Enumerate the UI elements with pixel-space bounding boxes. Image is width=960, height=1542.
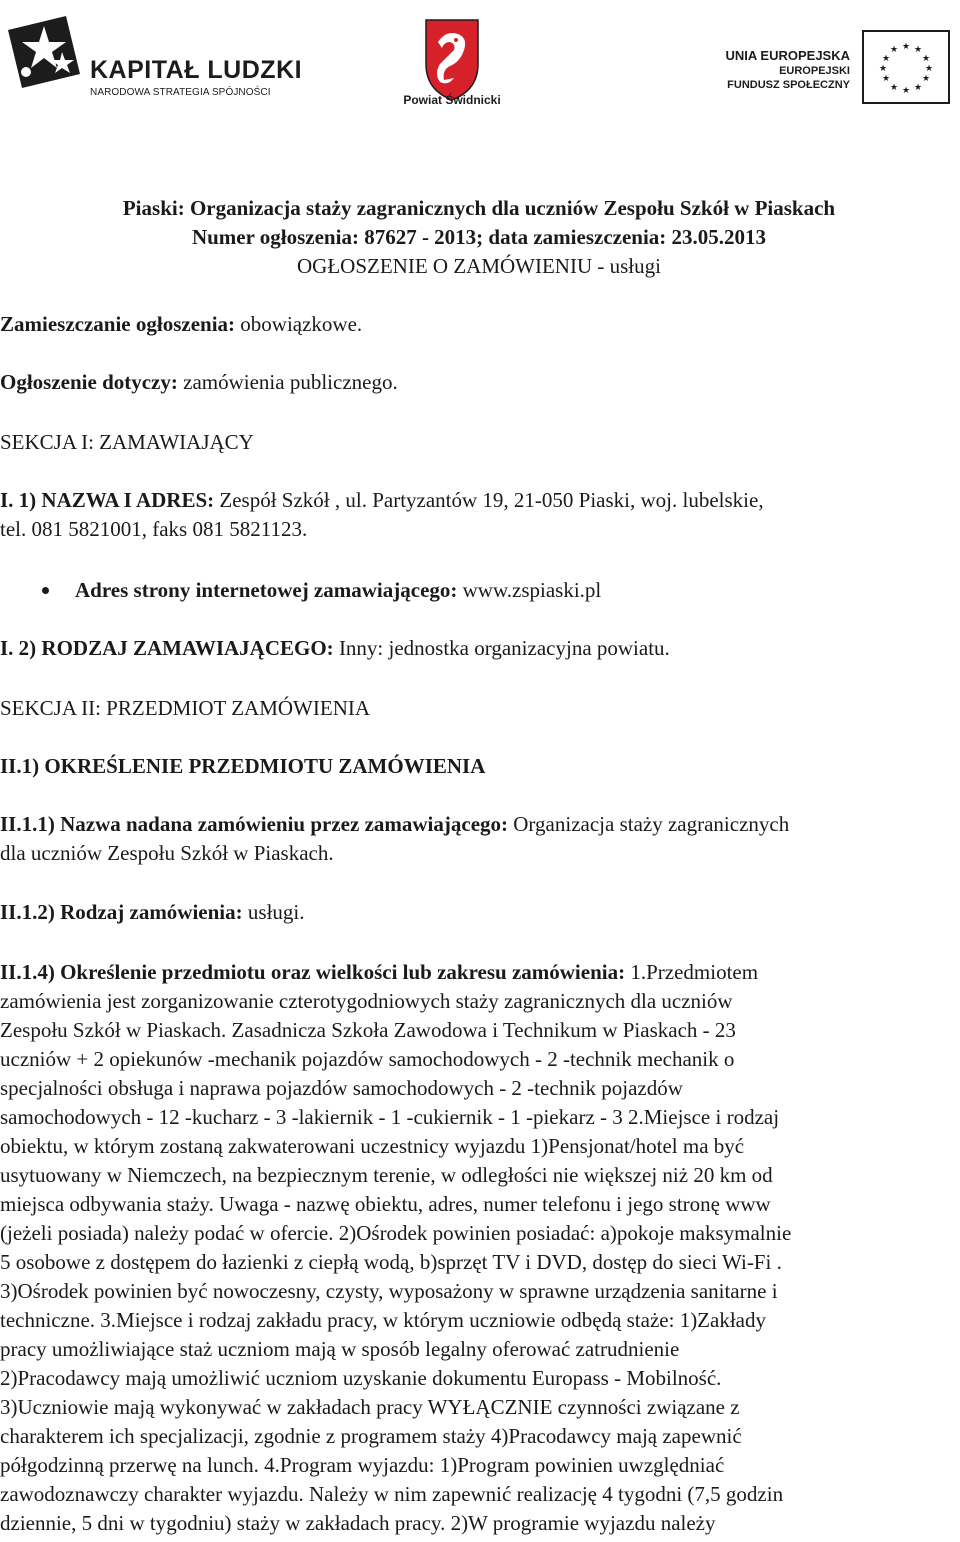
- i2-row: [0, 634, 958, 663]
- ue-line1: UNIA EUROPEJSKA: [725, 48, 850, 63]
- ii14-line-3: uczniów + 2 opiekunów -mechanik pojazdów samochodowych - 2 -technik mechanik o: [0, 1047, 735, 1071]
- kapital-ludzki-emblem-icon: [4, 12, 84, 92]
- ii14-line-11: 3)Ośrodek powinien być nowoczesny, czysty, wyposażony w sprawne urządzenia sanitarne i: [0, 1279, 778, 1303]
- ii1-heading: II.1) OKREŚLENIE PRZEDMIOTU ZAMÓWIENIA: [0, 754, 486, 778]
- sekcja2-heading: SEKCJA II: PRZEDMIOT ZAMÓWIENIA: [0, 696, 371, 720]
- svg-text:★: ★: [889, 45, 899, 55]
- ii12-label: II.1.2) Rodzaj zamówienia:: [0, 900, 243, 924]
- svg-text:★: ★: [901, 42, 911, 52]
- ue-label: [726, 48, 850, 92]
- i1-line2: tel. 081 5821001, faks 081 5821123.: [0, 517, 308, 541]
- ii11-line1: Organizacja staży zagranicznych: [508, 812, 790, 836]
- ii14-label: II.1.4) Określenie przedmiotu oraz wielkości lub zakresu zamówienia:: [0, 960, 626, 984]
- title-line2: Numer ogłoszenia: 87627 - 2013; data zamieszczenia: 23.05.2013: [191, 225, 767, 249]
- kapital-ludzki-subtitle: NARODOWA STRATEGIA SPÓJNOŚCI: [90, 87, 271, 98]
- svg-text:★: ★: [921, 74, 931, 84]
- ii14-line-16: charakterem ich specjalizacji, zgodnie z programem staży 4)Pracodawcy mają zapewnić: [0, 1424, 742, 1448]
- ii14-line-9: (jeżeli posiada) należy podać w ofercie. 2)Ośrodek powinien posiadać: a)pokoje maksymalnie: [0, 1221, 792, 1245]
- i1-label: I. 1) NAZWA I ADRES:: [0, 488, 215, 512]
- ii14-block: [0, 958, 958, 1538]
- ue-line3: FUNDUSZ SPOŁECZNY: [727, 79, 850, 91]
- svg-text:★: ★: [881, 54, 891, 64]
- ii14-line-18: zawodoznawczy charakter wyjazdu. Należy w nim zapewnić realizację 4 tygodni (7,5 godzin: [0, 1482, 784, 1506]
- ii12-row: [0, 898, 958, 927]
- ii14-line-2: Zespołu Szkół w Piaskach. Zasadnicza Szkoła Zawodowa i Technikum w Piaskach - 23: [0, 1018, 736, 1042]
- ii14-line-14: 2)Pracodawcy mają umożliwić uczniom uzyskanie dokumentu Europass - Mobilność.: [0, 1366, 722, 1390]
- ii14-line-4: specjalności obsługa i naprawa pojazdów samochodowych - 2 -technik pojazdów: [0, 1076, 683, 1100]
- ii14-line-13: pracy umożliwiające staż uczniom mają w sposób legalny oferować zatrudnienie: [0, 1337, 680, 1361]
- ii14-line-15: 3)Uczniowie mają wykonywać w zakładach pracy WYŁĄCZNIE czynności związane z: [0, 1395, 740, 1419]
- ii11-block: [0, 810, 958, 868]
- i1-block: [0, 486, 958, 544]
- eu-flag-icon: [862, 30, 950, 104]
- kapital-ludzki-logo: [4, 12, 303, 102]
- kapital-ludzki-title: KAPITAŁ LUDZKI: [90, 56, 303, 84]
- i2-value: Inny: jednostka organizacyjna powiatu.: [333, 636, 670, 660]
- zamieszczanie-row: [0, 310, 958, 339]
- svg-text:★: ★: [921, 54, 931, 64]
- svg-text:★: ★: [889, 83, 899, 93]
- ii11-line2: dla uczniów Zespołu Szkół w Piaskach.: [0, 841, 334, 865]
- header-logos: [0, 0, 960, 120]
- title-line1: Piaski: Organizacja staży zagranicznych dla uczniów Zespołu Szkół w Piaskach: [122, 196, 836, 220]
- notice-title: [0, 194, 958, 281]
- dotyczy-label: Ogłoszenie dotyczy:: [0, 370, 178, 394]
- ii14-line-12: techniczne. 3.Miejsce i rodzaj zakładu pracy, w którym uczniowie odbędą staże: 1)Zakłady: [0, 1308, 766, 1332]
- ii14-line-19: dziennie, 5 dni w tygodniu) staży w zakładach pracy. 2)W programie wyjazdu należy: [0, 1511, 716, 1535]
- bullet-icon: [42, 587, 49, 594]
- svg-text:★: ★: [901, 86, 911, 96]
- title-line3: OGŁOSZENIE O ZAMÓWIENIU - usługi: [297, 254, 661, 278]
- ii11-label: II.1.1) Nazwa nadana zamówieniu przez zamawiającego:: [0, 812, 509, 836]
- ii14-line-0: 1.Przedmiotem: [625, 960, 759, 984]
- ue-line2: EUROPEJSKI: [779, 65, 850, 77]
- www-label: Adres strony internetowej zamawiającego:: [75, 578, 458, 602]
- svg-text:★: ★: [878, 64, 888, 74]
- www-value: www.zspiaski.pl: [457, 578, 602, 602]
- i1-line1: Zespół Szkół , ul. Partyzantów 19, 21-050 Piaski, woj. lubelskie,: [214, 488, 764, 512]
- sekcja1-heading: SEKCJA I: ZAMAWIAJĄCY: [0, 430, 254, 454]
- zamieszczanie-value: obowiązkowe.: [235, 312, 363, 336]
- ii14-line-6: obiektu, w którym zostaną zakwaterowani uczestnicy wyjazdu 1)Pensjonat/hotel ma być: [0, 1134, 745, 1158]
- ii14-line-10: 5 osobowe z dostępem do łazienki z ciepłą wodą, b)sprzęt TV i DVD, dostęp do sieci Wi-Fi .: [0, 1250, 782, 1274]
- ii12-value: usługi.: [242, 900, 305, 924]
- svg-text:★: ★: [913, 83, 923, 93]
- zamieszczanie-label: Zamieszczanie ogłoszenia:: [0, 312, 236, 336]
- i2-label: I. 2) RODZAJ ZAMAWIAJĄCEGO:: [0, 636, 334, 660]
- svg-text:★: ★: [924, 64, 934, 74]
- svg-text:★: ★: [913, 45, 923, 55]
- powiat-name: Powiat Świdnicki: [403, 93, 501, 107]
- ii14-line-7: usytuowany w Niemczech, na bezpiecznym terenie, w odległości nie większej niż 20 km od: [0, 1163, 773, 1187]
- ii14-line-5: samochodowych - 12 -kucharz - 3 -lakiernik - 1 -cukiernik - 1 -piekarz - 3 2.Miejsce i rodzaj: [0, 1105, 780, 1129]
- www-row: [42, 576, 601, 605]
- ii14-line-17: półgodzinną przerwę na lunch. 4.Program wyjazdu: 1)Program powinien uwzględniać: [0, 1453, 725, 1477]
- dotyczy-row: [0, 368, 958, 397]
- dotyczy-value: zamówienia publicznego.: [177, 370, 398, 394]
- svg-text:★: ★: [881, 74, 891, 84]
- ii14-line-1: zamówienia jest zorganizowanie czterotygodniowych staży zagranicznych dla uczniów: [0, 989, 733, 1013]
- ii14-line-8: miejsca odbywania staży. Uwaga - nazwę obiektu, adres, numer telefonu i jego stronę www: [0, 1192, 771, 1216]
